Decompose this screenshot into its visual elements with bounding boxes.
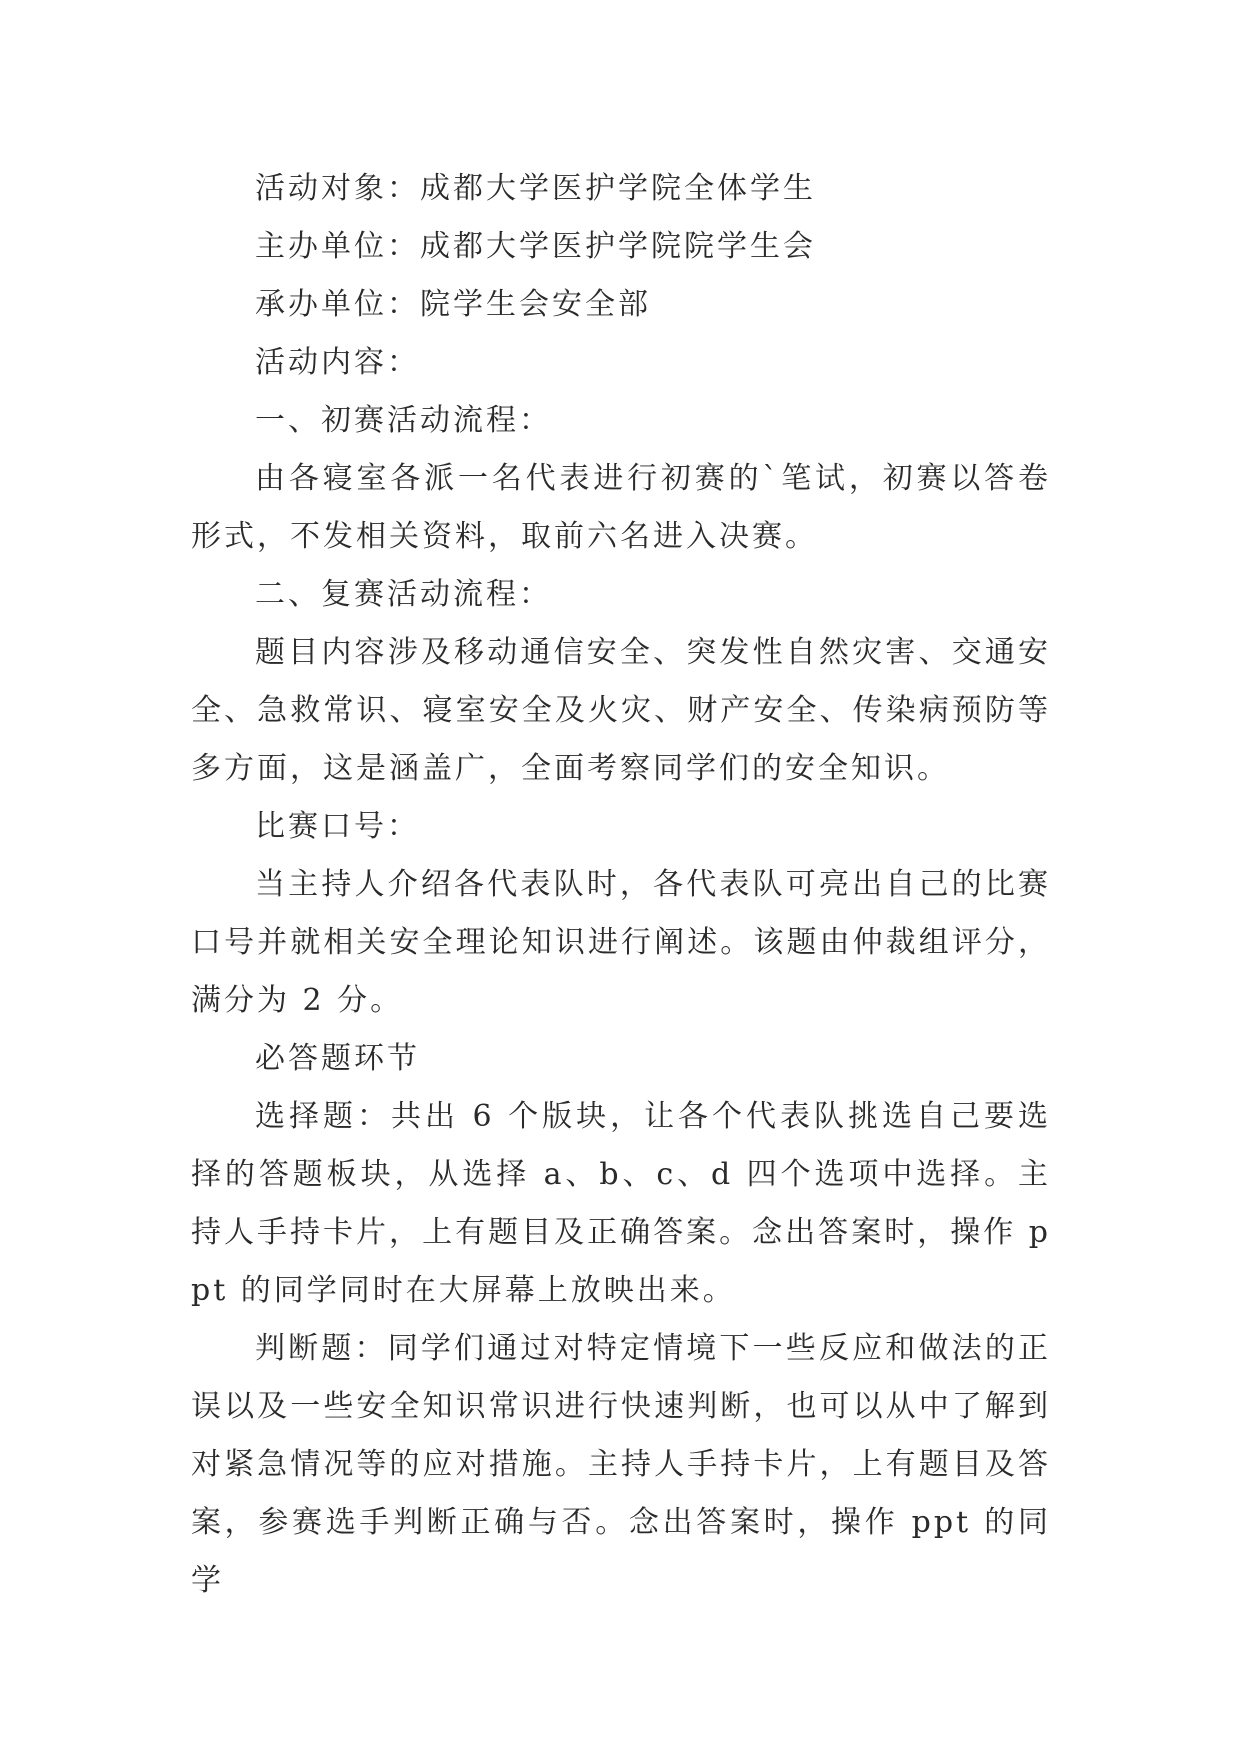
paragraph-activity-content-heading: 活动内容： — [255, 345, 420, 380]
paragraph-preliminary-body: 由各寝室各派一名代表进行初赛的`笔试，初赛以答卷形式，不发相关资料，取前六名进入决赛。 — [191, 461, 1051, 554]
paragraph-slogan-heading: 比赛口号： — [255, 809, 420, 844]
paragraph-rematch-body: 题目内容涉及移动通信安全、突发性自然灾害、交通安全、急救常识、寝室安全及火灾、财产安全、传染病预防等多方面，这是涵盖广，全面考察同学们的安全知识。 — [191, 635, 1051, 786]
paragraph-preliminary-heading: 一、初赛活动流程： — [255, 403, 552, 438]
document-body — [191, 160, 1051, 1610]
paragraph-required-questions-heading: 必答题环节 — [255, 1041, 420, 1076]
paragraph-undertaker: 承办单位：院学生会安全部 — [255, 287, 651, 322]
paragraph-multiple-choice: 选择题：共出 6 个版块，让各个代表队挑选自己要选择的答题板块，从选择 a、b、c、d 四个选项中选择。主持人手持卡片，上有题目及正确答案。念出答案时，操作 ppt 的同学同时在大屏幕上放映出来。 — [191, 1099, 1051, 1308]
paragraph-activity-target: 活动对象：成都大学医护学院全体学生 — [255, 171, 816, 206]
paragraph-organizer: 主办单位：成都大学医护学院院学生会 — [255, 229, 816, 264]
paragraph-true-false: 判断题：同学们通过对特定情境下一些反应和做法的正误以及一些安全知识常识进行快速判断，也可以从中了解到对紧急情况等的应对措施。主持人手持卡片，上有题目及答案，参赛选手判断正确与否。念出答案时，操作 ppt 的同学 — [191, 1331, 1051, 1598]
paragraph-rematch-heading: 二、复赛活动流程： — [255, 577, 552, 612]
paragraph-slogan-body: 当主持人介绍各代表队时，各代表队可亮出自己的比赛口号并就相关安全理论知识进行阐述。该题由仲裁组评分，满分为 2 分。 — [191, 867, 1051, 1018]
